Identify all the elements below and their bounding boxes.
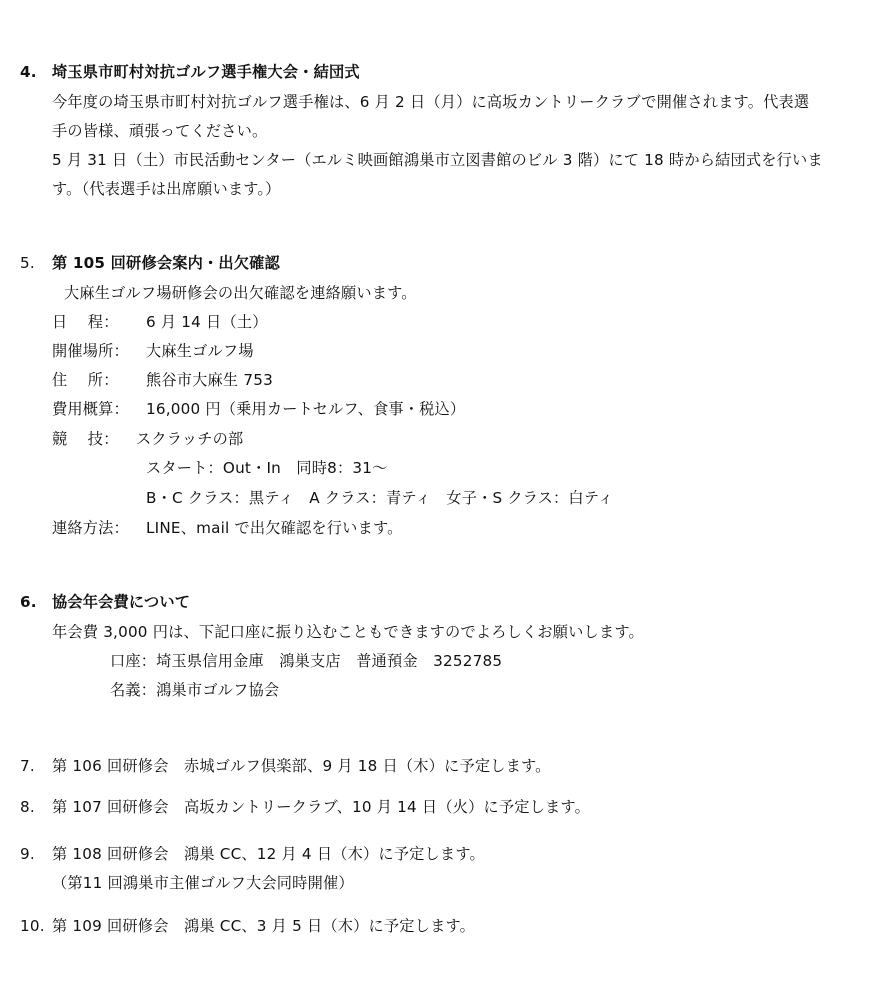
- item-9-note: （第11 回鴻巣市主催ゴルフ大会同時開催）: [52, 874, 354, 892]
- address-label: 住 所：: [52, 371, 119, 389]
- section-6-line-1: 年会費 3,000 円は、下記口座に振り込むこともできますのでよろしくお願いします。: [52, 623, 644, 641]
- schedule-value: 6 月 14 日（土）: [146, 313, 268, 331]
- schedule-label: 日 程：: [52, 313, 119, 331]
- section-6-number: 6.: [20, 593, 37, 611]
- contact-value: LINE、mail で出欠確認を行います。: [146, 519, 403, 537]
- section-5-number: 5.: [20, 254, 35, 272]
- item-8-number: 8.: [20, 798, 35, 816]
- section-5-intro: 大麻生ゴルフ場研修会の出欠確認を連絡願います。: [64, 284, 417, 302]
- contact-label: 連絡方法：: [52, 519, 129, 537]
- item-9-number: 9.: [20, 845, 35, 863]
- section-5-title: 第 105 回研修会案内・出欠確認: [52, 254, 280, 272]
- game-label: 競 技：: [52, 430, 119, 448]
- item-9-text: 第 108 回研修会 鴻巣 CC、12 月 4 日（木）に予定します。: [52, 845, 485, 863]
- account-holder: 名義：鴻巣市ゴルフ協会: [110, 681, 280, 699]
- fee-label: 費用概算：: [52, 400, 129, 418]
- venue-label: 開催場所：: [52, 342, 129, 360]
- tee-class-line: B・C クラス：黒ティ A クラス：青ティ 女子・S クラス：白ティ: [146, 489, 614, 507]
- item-10-text: 第 109 回研修会 鴻巣 CC、3 月 5 日（木）に予定します。: [52, 917, 476, 935]
- section-4-title: 埼玉県市町村対抗ゴルフ選手権大会・結団式: [52, 63, 360, 81]
- section-4-line-4: す。（代表選手は出席願います。）: [52, 180, 281, 198]
- game-value: スクラッチの部: [136, 430, 244, 448]
- section-4-line-1: 今年度の埼玉県市町村対抗ゴルフ選手権は、6 月 2 日（月）に高坂カントリークラブで開催されます。代表選: [52, 93, 810, 111]
- start-time-line: スタート：Out・In 同時8：31～: [146, 459, 388, 477]
- fee-value: 16,000 円（乗用カートセルフ、食事・税込）: [146, 400, 466, 418]
- section-4-number: 4.: [20, 63, 37, 81]
- item-7-number: 7.: [20, 757, 35, 775]
- section-4-line-3: 5 月 31 日（土）市民活動センター（エルミ映画館鴻巣市立図書館のビル 3 階）にて 18 時から結団式を行いま: [52, 151, 823, 169]
- section-4-line-2: 手の皆様、頑張ってください。: [52, 122, 268, 140]
- venue-value: 大麻生ゴルフ場: [146, 342, 254, 360]
- address-value: 熊谷市大麻生 753: [146, 371, 273, 389]
- item-10-number: 10.: [20, 917, 45, 935]
- section-6-title: 協会年会費について: [52, 593, 191, 611]
- bank-account: 口座：埼玉県信用金庫 鴻巣支店 普通預金 3252785: [110, 652, 503, 670]
- item-7-text: 第 106 回研修会 赤城ゴルフ倶楽部、9 月 18 日（木）に予定します。: [52, 757, 551, 775]
- item-8-text: 第 107 回研修会 高坂カントリークラブ、10 月 14 日（火）に予定します。: [52, 798, 590, 816]
